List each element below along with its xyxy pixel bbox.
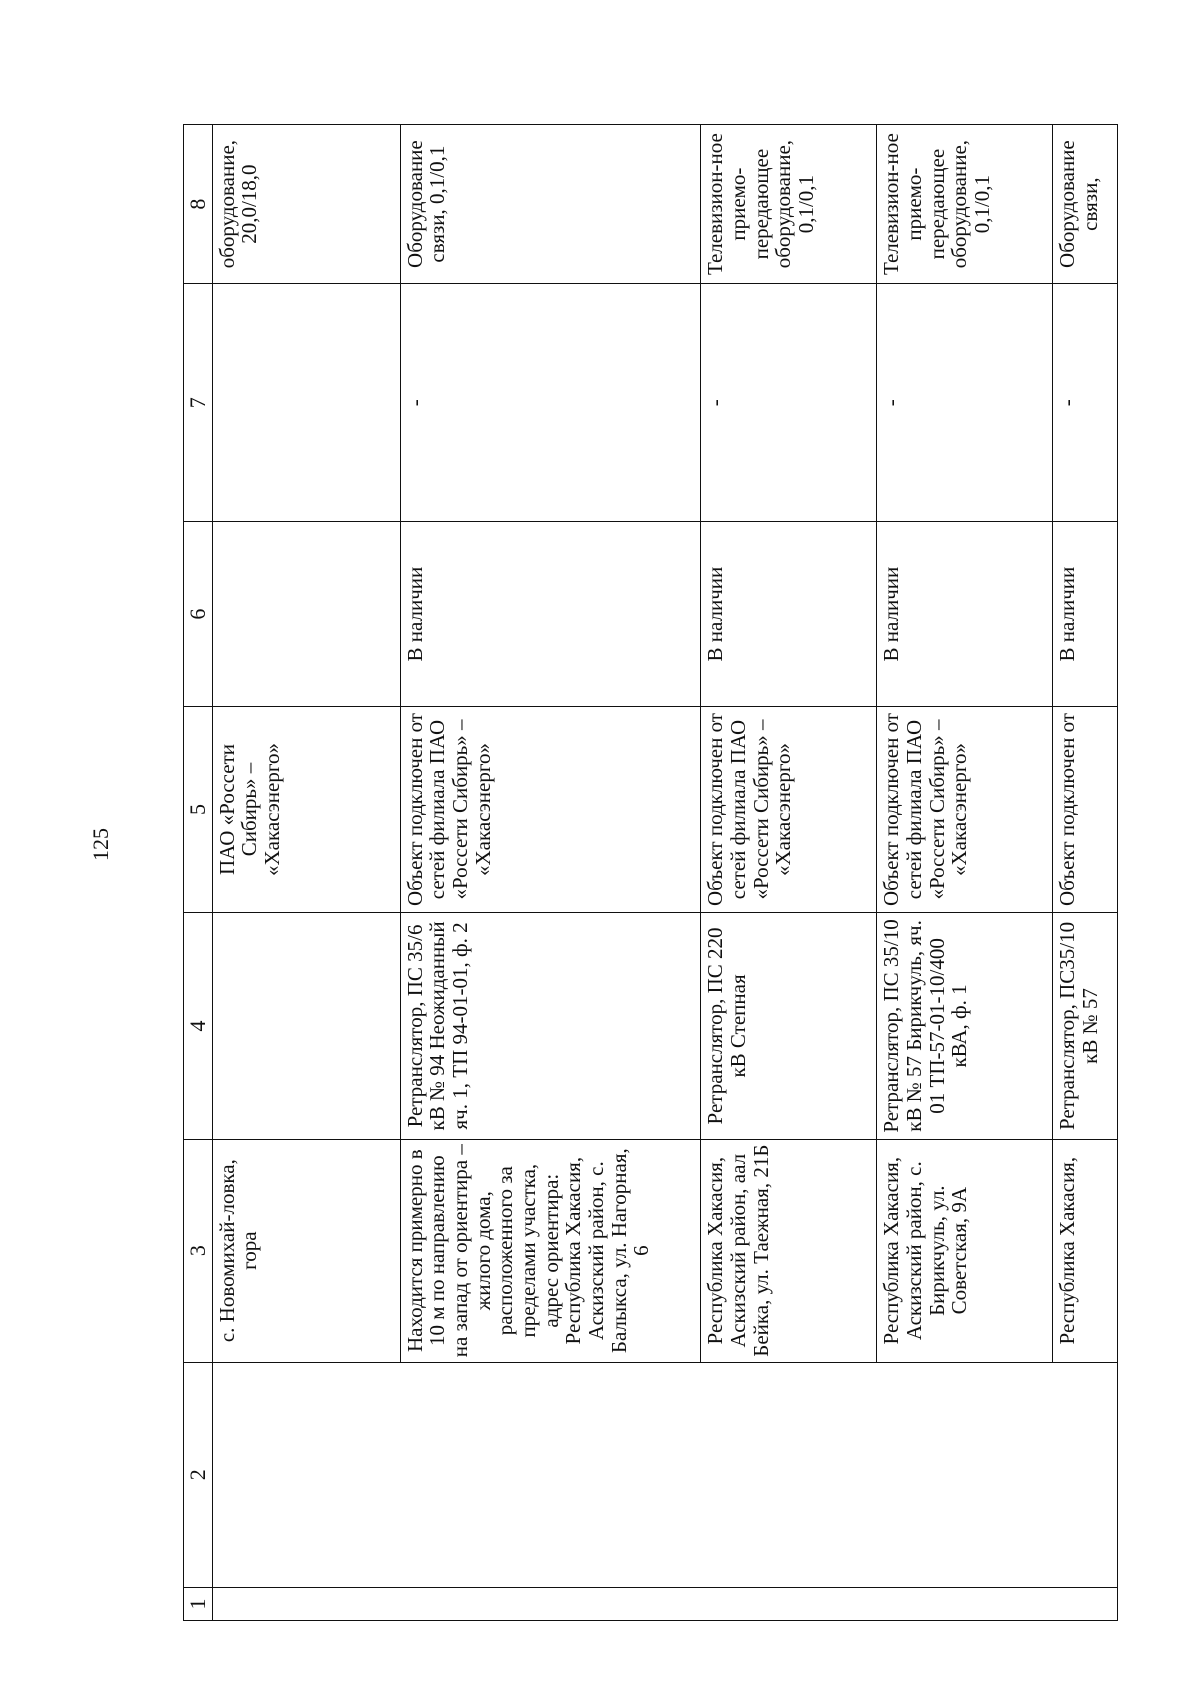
cell-col5: Объект подключен от сетей филиала ПАО «Россети Сибирь» – «Хакасэнерго»: [400, 706, 701, 912]
cell-col5: Объект подключен от сетей филиала ПАО «Россети Сибирь» – «Хакасэнерго»: [877, 706, 1053, 912]
header-cell: 8: [184, 125, 213, 284]
cell-col1: [212, 1587, 1117, 1620]
cell-col3: с. Новомихай-ловка, гора: [212, 1139, 400, 1362]
cell-col8: оборудование, 20,0/18,0: [212, 125, 400, 284]
cell-col6: В наличии: [877, 522, 1053, 707]
header-cell: 6: [184, 522, 213, 707]
cell-col5: Объект подключен от: [1053, 706, 1118, 912]
page-number: 125: [88, 828, 113, 861]
cell-col3: Находится примерно в 10 м по направлению на запад от ориентира – жилого дома, расположенного за пределами участка, адрес ориентира: Республика Хакасия, Аскизский район, с. Балыкса, ул. Нагорная, 6: [400, 1139, 701, 1362]
cell-col7: -: [877, 284, 1053, 522]
cell-col6: В наличии: [701, 522, 877, 707]
cell-col4: Ретранслятор, ПС 35/6 кВ № 94 Неожиданный яч. 1, ТП 94-01-01, ф. 2: [400, 913, 701, 1140]
header-cell: 2: [184, 1362, 213, 1587]
header-cell: 4: [184, 913, 213, 1140]
header-row: [184, 125, 213, 1621]
data-table: [183, 124, 1118, 1621]
cell-col8: Телевизион-ное приемо-передающее оборудование, 0,1/0,1: [701, 125, 877, 284]
cell-col4: Ретранслятор, ПС 220 кВ Степная: [701, 913, 877, 1140]
cell-col4: Ретранслятор, ПС 35/10 кВ № 57 Бирикчуль, яч. 01 ТП-57-01-10/400 кВА, ф. 1: [877, 913, 1053, 1140]
cell-col5: Объект подключен от сетей филиала ПАО «Россети Сибирь» – «Хакасэнерго»: [701, 706, 877, 912]
cell-col6: [212, 522, 400, 707]
cell-col4: Ретранслятор, ПС35/10 кВ № 57: [1053, 913, 1118, 1140]
cell-col4: [212, 913, 400, 1140]
cell-col6: В наличии: [1053, 522, 1118, 707]
cell-col7: [212, 284, 400, 522]
cell-col8: Телевизион-ное приемо-передающее оборудование, 0,1/0,1: [877, 125, 1053, 284]
cell-col5: ПАО «Россети Сибирь» – «Хакасэнерго»: [212, 706, 400, 912]
header-cell: 7: [184, 284, 213, 522]
rotated-table-container: [183, 124, 1118, 1621]
cell-col2: [212, 1362, 1117, 1587]
cell-col8: Оборудование связи,: [1053, 125, 1118, 284]
cell-col3: Республика Хакасия, Аскизский район, аал Бейка, ул. Таежная, 21Б: [701, 1139, 877, 1362]
cell-col6: В наличии: [400, 522, 701, 707]
header-cell: 1: [184, 1587, 213, 1620]
header-cell: 5: [184, 706, 213, 912]
cell-col7: -: [1053, 284, 1118, 522]
cell-col7: -: [701, 284, 877, 522]
cell-col7: -: [400, 284, 701, 522]
header-cell: 3: [184, 1139, 213, 1362]
cell-col8: Оборудование связи, 0,1/0,1: [400, 125, 701, 284]
table-row: [212, 125, 400, 1621]
cell-col3: Республика Хакасия, Аскизский район, с. Бирикчуль, ул. Советская, 9А: [877, 1139, 1053, 1362]
cell-col3: Республика Хакасия,: [1053, 1139, 1118, 1362]
